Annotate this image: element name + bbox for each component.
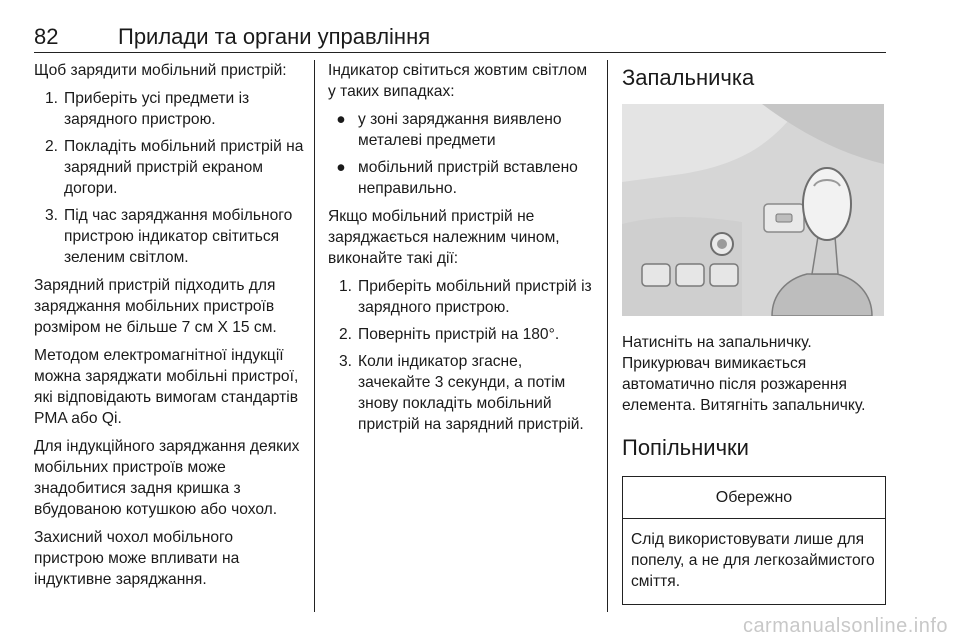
bullet-icon: ● [336, 159, 346, 176]
paragraph: Якщо мобільний пристрій не заряджається належним чином, виконайте такі дії: [328, 208, 560, 267]
list-item [34, 88, 304, 130]
step-text: Під час заряджання мобільного пристрою індикатор світиться зеленим світлом. [64, 207, 293, 266]
paragraph: Індикатор світиться жовтим світлом у таких випадках: [328, 62, 588, 100]
list-item [34, 136, 304, 199]
step-text: Поверніть пристрій на 180°. [358, 326, 560, 343]
page-header [34, 22, 886, 53]
charging-steps [34, 88, 304, 268]
bullet-icon: ● [336, 111, 346, 128]
caution-title: Обережно [623, 477, 885, 519]
step-text: Коли індикатор згасне, зачекайте 3 секунди, а потім знову покладіть мобільний пристрій на зарядний пристрій. [358, 353, 584, 433]
column-right [622, 60, 886, 605]
paragraph: Зарядний пристрій підходить для заряджання мобільних пристроїв розміром не більше 7 см X 15 см. [34, 277, 277, 336]
step-number: 3. [338, 353, 352, 370]
column-left [34, 60, 304, 597]
lighter-instructions: Натисніть на запальничку. Прикурювач вимикається автоматично після розжарення елемента. Витягніть запальничку. [622, 334, 866, 414]
column-divider [607, 60, 608, 612]
step-text: Приберіть мобільний пристрій із зарядного пристрою. [358, 278, 592, 316]
list-item [328, 276, 598, 318]
step-number: 1. [44, 90, 58, 107]
step-text: Приберіть усі предмети із зарядного пристрою. [64, 90, 250, 128]
indicator-bullets [328, 109, 598, 199]
paragraph: Для індукційного заряджання деяких мобільних пристроїв може знадобитися задня кришка з вбудованою котушкою або чохол. [34, 438, 300, 518]
caution-box [622, 476, 886, 605]
caution-text: Слід використовувати лише для попелу, а не для легкозаймистого сміття. [631, 531, 875, 590]
column-divider [314, 60, 315, 612]
page-title: Прилади та органи управління [118, 24, 431, 49]
bullet-text: у зоні заряджання виявлено металеві предмети [358, 111, 562, 149]
page-number: 82 [34, 24, 59, 49]
section-heading-lighter: Запальничка [622, 65, 755, 90]
list-item [328, 157, 598, 199]
bullet-text: мобільний пристрій вставлено неправильно. [358, 159, 578, 197]
list-item [328, 109, 598, 151]
step-number: 3. [44, 207, 58, 224]
step-number: 2. [338, 326, 352, 343]
list-item [328, 351, 598, 435]
watermark: carmanualsonline.info [742, 615, 948, 637]
step-number: 2. [44, 138, 58, 155]
column-middle [328, 60, 598, 441]
step-number: 1. [338, 278, 352, 295]
step-text: Покладіть мобільний пристрій на зарядний пристрій екраном догори. [64, 138, 304, 197]
section-heading-ashtrays: Попільнички [622, 435, 749, 460]
list-item [34, 205, 304, 268]
lighter-illustration [622, 104, 884, 316]
paragraph: Методом електромагнітної індукції можна заряджати мобільні пристрої, які відповідають вимогам стандартів PMA або Qi. [34, 347, 299, 427]
list-item [328, 324, 598, 345]
paragraph: Захисний чохол мобільного пристрою може впливати на індуктивне заряджання. [34, 529, 240, 588]
troubleshoot-steps [328, 276, 598, 435]
intro-text: Щоб зарядити мобільний пристрій: [34, 62, 287, 79]
